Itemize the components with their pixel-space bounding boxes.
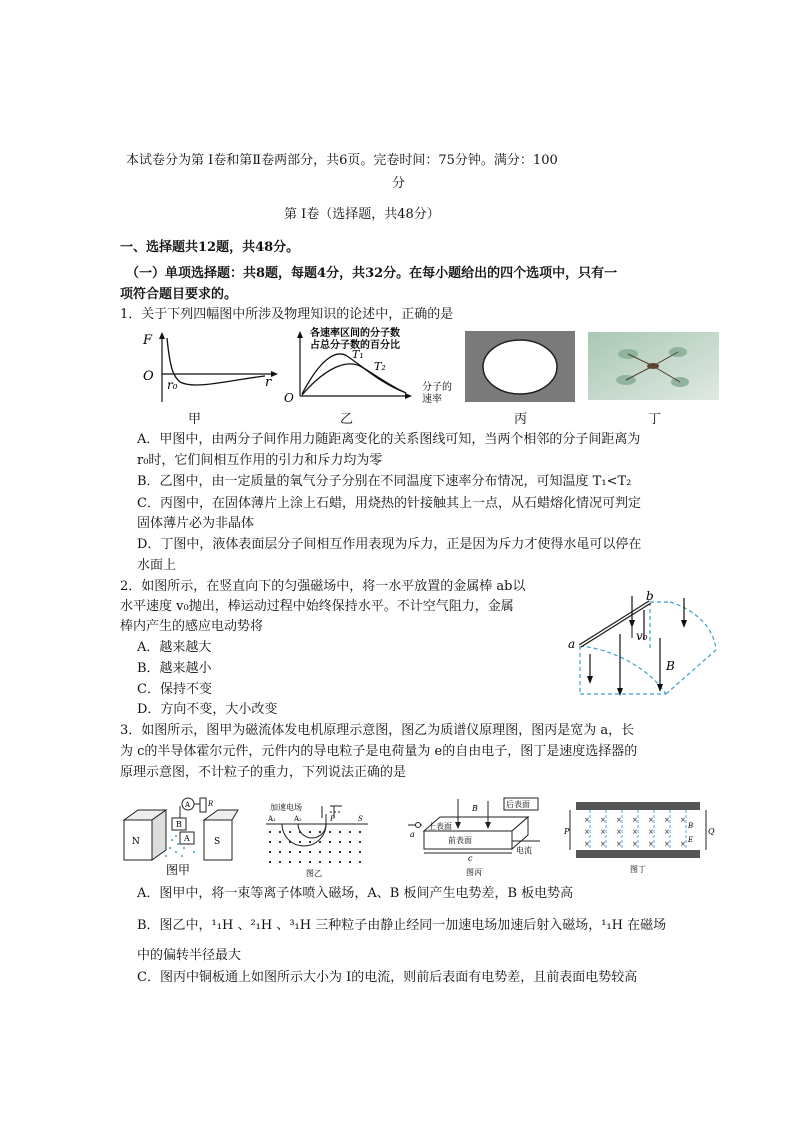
q1-stem: 1．关于下列四幅图中所涉及物理知识的论述中，正确的是 — [120, 307, 454, 322]
fig-jia-O-label: O — [143, 369, 154, 384]
fig-yi-title-1: 各速率区间的分子数 — [310, 328, 400, 339]
q3-fig-ding-P: P — [564, 827, 570, 836]
q3-stem-cont-2: 原理示意图，不计粒子的重力，下列说法正确的是 — [120, 765, 407, 780]
fig-yi-xlabel-1: 分子的 — [422, 382, 452, 393]
q3-fig-yi-A1: A₁ — [268, 815, 276, 823]
q3-fig-ding-B: B — [688, 822, 694, 830]
svg-text:×: × — [680, 816, 686, 824]
svg-text:×: × — [664, 828, 670, 836]
q1-fig-ding-photo — [588, 332, 719, 400]
fig-yi-O: O — [284, 391, 294, 405]
q1-fig-yi — [282, 326, 462, 406]
q1-fig-label-yi: 乙 — [340, 412, 354, 427]
q3-option-b-cont: 中的偏转半径最大 — [137, 948, 242, 963]
q2-stem-cont: 水平速度 v₀抛出，棒运动过程中始终保持水平。不计空气阻力，金属 — [120, 599, 514, 614]
q1-fig-label-ding: 丁 — [648, 412, 662, 427]
q2-option-c: C．保持不变 — [137, 682, 212, 697]
q3-fig-bing — [408, 797, 544, 877]
svg-text:×: × — [616, 840, 622, 848]
q1-option-c: C．丙图中，在固体薄片上涂上石蜡，用烧热的针接触其上一点，从石蜡熔化情况可判定 — [137, 496, 641, 511]
q3-fig-ding-Q: Q — [708, 827, 715, 836]
part-title: 第 Ⅰ卷（选择题，共48分） — [284, 207, 440, 222]
q2-fig-b: b — [646, 589, 654, 603]
svg-text:×: × — [632, 840, 638, 848]
q2-stem: 2．如图所示，在竖直向下的匀强磁场中，将一水平放置的金属棒 ab以 — [120, 579, 526, 594]
q3-fig-jia-R: R — [208, 800, 214, 808]
svg-text:×: × — [600, 828, 606, 836]
exam-info-line: 本试卷分为第 Ⅰ卷和第Ⅱ卷两部分，共6页。完卷时间：75分钟。满分：100 — [126, 153, 558, 168]
q3-fig-caption-yi: 图乙 — [306, 869, 322, 878]
q1-fig-label-bing: 丙 — [514, 412, 528, 427]
q3-fig-bing-back: 后表面 — [506, 800, 530, 809]
svg-text:×: × — [600, 816, 606, 824]
fig-jia-r0-label: r₀ — [167, 378, 178, 392]
svg-text:×: × — [664, 816, 670, 824]
q1-fig-bing — [465, 331, 575, 402]
q3-fig-bing-top: 上表面 — [428, 822, 452, 831]
q3-fig-bing-c: c — [468, 854, 473, 863]
q3-fig-yi-A2: A₂ — [294, 815, 302, 823]
sub-heading-cont: 项符合题目要求的。 — [120, 287, 238, 302]
svg-text:×: × — [648, 840, 654, 848]
q3-fig-yi — [264, 800, 368, 878]
svg-text:×: × — [600, 840, 606, 848]
q3-fig-jia — [120, 796, 242, 878]
q1-fig-jia — [140, 328, 280, 408]
q3-fig-yi-field: 加速电场 — [270, 803, 302, 812]
q2-fig — [566, 588, 722, 700]
q1-option-a-cont: r₀时，它们间相互作用的引力和斥力均为零 — [137, 453, 383, 468]
q3-fig-bing-current: 电流 — [516, 846, 532, 855]
q1-option-d: D．丁图中，液体表面层分子间相互作用表现为斥力，正是因为斥力才使得水黾可以停在 — [137, 537, 642, 552]
q2-fig-a: a — [568, 637, 576, 651]
q3-fig-jia-B: B — [176, 820, 182, 829]
svg-text:×: × — [584, 828, 590, 836]
q3-fig-ding-E: E — [688, 836, 694, 844]
q2-option-d: D．方向不变，大小改变 — [137, 702, 278, 717]
q3-fig-yi-S: S — [358, 815, 363, 823]
section-heading: 一、选择题共12题，共48分。 — [120, 240, 300, 255]
q1-option-a: A．甲图中，由两分子间作用力随距离变化的关系图线可知，当两个相邻的分子间距离为 — [137, 432, 641, 447]
q3-fig-jia-S: S — [214, 837, 221, 847]
svg-text:×: × — [648, 816, 654, 824]
q3-option-a: A．图甲中，将一束等离子体喷入磁场，A、B 板间产生电势差，B 板电势高 — [137, 886, 574, 901]
svg-text:×: × — [584, 816, 590, 824]
fig-jia-r-label: r — [265, 375, 272, 390]
svg-text:×: × — [632, 828, 638, 836]
q1-option-c-cont: 固体薄片必为非晶体 — [137, 516, 255, 531]
q3-fig-ding — [566, 800, 716, 876]
q3-fig-jia-A: A — [184, 834, 190, 843]
svg-text:×: × — [584, 840, 590, 848]
q2-stem-cont-2: 棒内产生的感应电动势将 — [120, 619, 264, 634]
fig-yi-title-2: 占总分子数的百分比 — [310, 340, 400, 351]
q1-option-b: B．乙图中，由一定质量的氧气分子分别在不同温度下速率分布情况，可知温度 T₁<T₂ — [137, 474, 632, 489]
svg-text:×: × — [616, 828, 622, 836]
q1-option-d-cont: 水面上 — [137, 558, 177, 573]
q3-stem-cont: 为 c的半导体霍尔元件，元件内的导电粒子是电荷量为 e的自由电子，图丁是速度选择器的 — [120, 744, 638, 759]
svg-text:×: × — [632, 816, 638, 824]
fig-jia-F-label: F — [143, 333, 153, 348]
q3-fig-yi-P: P — [330, 815, 335, 823]
q3-fig-caption-jia: 图甲 — [166, 863, 191, 877]
fig-yi-t2: T₂ — [374, 360, 386, 373]
q3-fig-jia-meter: A — [185, 801, 191, 809]
fig-yi-t1: T₁ — [352, 348, 364, 361]
fig-yi-xlabel-2: 速率 — [422, 394, 442, 405]
q2-fig-B: B — [666, 659, 675, 673]
q1-fig-label-jia: 甲 — [188, 412, 202, 427]
svg-text:×: × — [680, 840, 686, 848]
q3-fig-caption-bing: 图丙 — [466, 868, 482, 877]
svg-text:×: × — [664, 840, 670, 848]
q3-fig-bing-B: B — [472, 804, 478, 813]
q3-stem: 3．如图所示，图甲为磁流体发电机原理示意图，图乙为质谱仪原理图，图丙是宽为 a，长 — [120, 723, 635, 738]
sub-heading: （一）单项选择题：共8题，每题4分，共32分。在每小题给出的四个选项中，只有一 — [126, 266, 618, 281]
q2-fig-v0: v₀ — [636, 629, 648, 643]
q2-option-b: B．越来越小 — [137, 661, 212, 676]
svg-text:×: × — [616, 816, 622, 824]
svg-text:×: × — [648, 828, 654, 836]
exam-info-line-cont: 分 — [392, 176, 406, 191]
q3-fig-bing-a: a — [410, 830, 415, 839]
q3-fig-caption-ding: 图丁 — [630, 865, 646, 874]
q3-fig-bing-front: 前表面 — [448, 836, 472, 845]
q3-fig-jia-N: N — [132, 837, 140, 847]
q3-option-b: B．图乙中，¹₁H 、²₁H 、³₁H 三种粒子由静止经同一加速电场加速后射入磁场，¹₁H 在磁场 — [137, 918, 667, 933]
q2-option-a: A．越来越大 — [137, 640, 212, 655]
q3-option-c: C．图丙中铜板通上如图所示大小为 I的电流，则前后表面有电势差，且前表面电势较高 — [137, 970, 638, 985]
